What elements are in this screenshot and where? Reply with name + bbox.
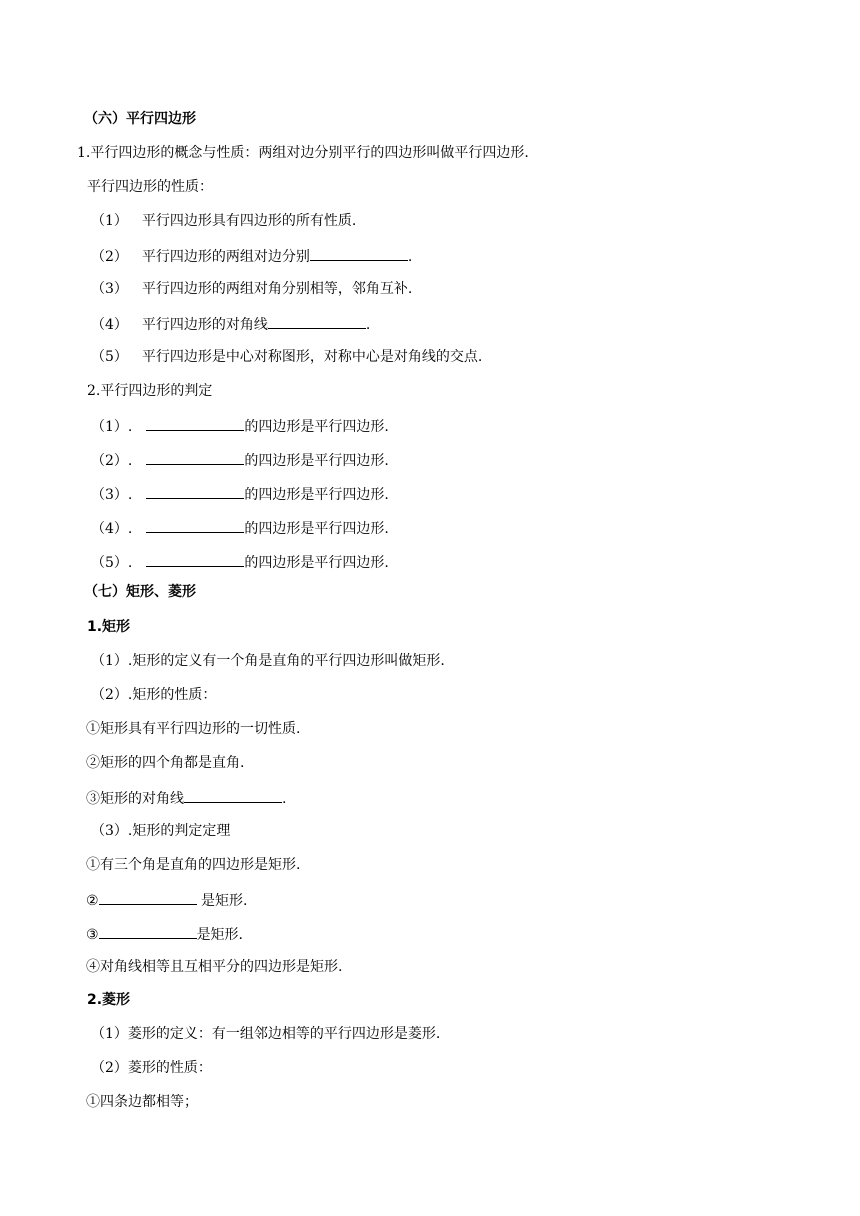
rectangle-property-3 bbox=[86, 787, 286, 809]
fill-blank[interactable] bbox=[99, 889, 197, 905]
rectangle-judgement-1: ①有三个角是直角的四边形是矩形. bbox=[86, 857, 301, 873]
property-item-2 bbox=[91, 245, 412, 267]
item-number: （4）. bbox=[91, 521, 133, 537]
item-number: （1） bbox=[91, 213, 128, 229]
item-text-end: . bbox=[407, 249, 413, 265]
judgement-item-4 bbox=[91, 517, 389, 539]
item-text: 是矩形. bbox=[196, 927, 244, 943]
item-marker: ② bbox=[86, 893, 99, 909]
rectangle-title: 1.矩形 bbox=[87, 619, 131, 635]
item-number: （2） bbox=[91, 249, 128, 265]
fill-blank[interactable] bbox=[99, 923, 197, 939]
rhombus-properties-title: （2）菱形的性质： bbox=[91, 1060, 212, 1076]
rectangle-judgement-title: （3）.矩形的判定定理 bbox=[91, 823, 231, 839]
item-number: （5） bbox=[91, 349, 128, 365]
rhombus-title: 2.菱形 bbox=[87, 992, 131, 1008]
judgement-item-3 bbox=[91, 483, 389, 505]
item-number: （2）. bbox=[91, 453, 133, 469]
rectangle-judgement-2 bbox=[86, 889, 247, 911]
property-item-4 bbox=[91, 313, 370, 335]
parallelogram-definition: 1.平行四边形的概念与性质：两组对边分别平行的四边形叫做平行四边形. bbox=[77, 145, 529, 161]
item-number: （1）. bbox=[91, 419, 133, 435]
property-item-3 bbox=[91, 279, 412, 299]
rectangle-judgement-3 bbox=[86, 923, 243, 945]
item-text: ③矩形的对角线 bbox=[86, 791, 184, 807]
item-text: 平行四边形的两组对角分别相等，邻角互补. bbox=[141, 281, 413, 297]
item-number: （4） bbox=[91, 317, 128, 333]
judgement-item-2 bbox=[91, 449, 389, 471]
rectangle-judgement-4: ④对角线相等且互相平分的四边形是矩形. bbox=[86, 959, 343, 975]
item-text: 是矩形. bbox=[196, 893, 248, 909]
parallelogram-properties-title: 平行四边形的性质： bbox=[87, 179, 213, 195]
item-text-end: . bbox=[365, 317, 371, 333]
judgement-item-1 bbox=[91, 415, 389, 437]
item-text: 平行四边形的对角线 bbox=[141, 317, 268, 333]
rectangle-properties-title: （2）.矩形的性质： bbox=[91, 687, 217, 703]
fill-blank[interactable] bbox=[268, 313, 366, 329]
fill-blank[interactable] bbox=[146, 449, 244, 465]
section-6-heading: （六）平行四边形 bbox=[84, 111, 196, 127]
item-text: 的四边形是平行四边形. bbox=[244, 555, 389, 571]
fill-blank[interactable] bbox=[146, 415, 244, 431]
item-text: 平行四边形是中心对称图形，对称中心是对角线的交点. bbox=[141, 349, 483, 365]
item-number: （3） bbox=[91, 281, 128, 297]
fill-blank[interactable] bbox=[146, 517, 244, 533]
property-item-1 bbox=[91, 211, 356, 231]
fill-blank[interactable] bbox=[310, 245, 408, 261]
section-7-heading: （七）矩形、菱形 bbox=[84, 584, 196, 600]
judgement-item-5 bbox=[91, 551, 389, 573]
item-text: 的四边形是平行四边形. bbox=[244, 453, 389, 469]
fill-blank[interactable] bbox=[146, 551, 244, 567]
item-text: 平行四边形具有四边形的所有性质. bbox=[141, 213, 357, 229]
fill-blank[interactable] bbox=[184, 787, 282, 803]
item-number: （5）. bbox=[91, 555, 133, 571]
rectangle-property-2: ②矩形的四个角都是直角. bbox=[86, 755, 245, 771]
item-text-end: . bbox=[282, 791, 287, 807]
item-marker: ③ bbox=[86, 927, 99, 943]
rectangle-property-1: ①矩形具有平行四边形的一切性质. bbox=[86, 721, 301, 737]
item-text: 的四边形是平行四边形. bbox=[244, 521, 389, 537]
parallelogram-judgement-title: 2.平行四边形的判定 bbox=[87, 383, 213, 399]
item-number: （3）. bbox=[91, 487, 133, 503]
rhombus-property-1: ①四条边都相等； bbox=[86, 1094, 198, 1110]
rectangle-definition: （1）.矩形的定义有一个角是直角的平行四边形叫做矩形. bbox=[91, 653, 445, 669]
fill-blank[interactable] bbox=[146, 483, 244, 499]
item-text: 平行四边形的两组对边分别 bbox=[141, 249, 310, 265]
property-item-5 bbox=[91, 347, 482, 367]
item-text: 的四边形是平行四边形. bbox=[244, 419, 389, 435]
rhombus-definition: （1）菱形的定义：有一组邻边相等的平行四边形是菱形. bbox=[91, 1026, 441, 1042]
item-text: 的四边形是平行四边形. bbox=[244, 487, 389, 503]
